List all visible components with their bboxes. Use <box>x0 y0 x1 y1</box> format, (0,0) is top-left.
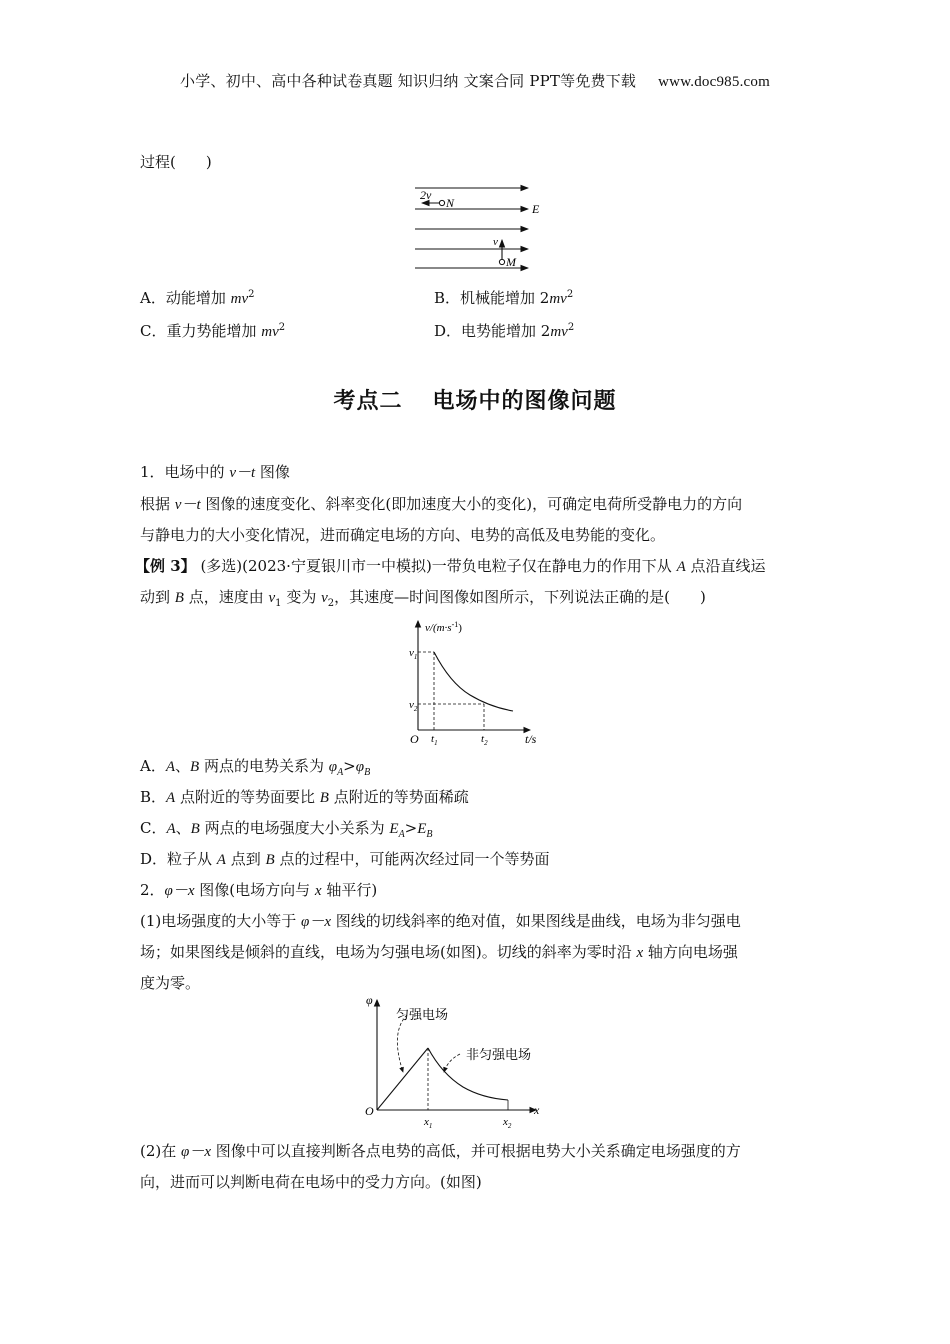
header-text: 小学、初中、高中各种试卷真题 知识归纳 文案合同 PPT等免费下载 <box>180 72 637 90</box>
phix-ylabel: φ <box>366 993 373 1007</box>
header-site[interactable]: www.doc985.com <box>658 74 770 90</box>
phix-label-nonuniform: 非匀强电场 <box>466 1047 532 1062</box>
item2-heading: 2．φ－x 图像(电场方向与 x 轴平行) <box>140 881 378 899</box>
page-header <box>0 70 950 91</box>
para3-line2: 向，进而可以判断电荷在电场中的受力方向。(如图) <box>140 1173 482 1191</box>
section-title: 考点二 电场中的图像问题 <box>333 389 617 414</box>
phix-graph <box>360 992 560 1132</box>
option-2a: A．A、B 两点的电势关系为 $\varphi_A>\varphi_B$ <box>140 757 371 778</box>
particle-N <box>439 200 444 205</box>
para3-line1: (2)在 φ－x 图像中可以直接判断各点电势的高低，并可根据电势大小关系确定电场强度的方 <box>140 1142 741 1160</box>
vt-ylabel: $v/(m\cdot s^{-1})$ <box>425 620 462 634</box>
label-E: E <box>532 202 540 216</box>
option-1c: C．重力势能增加 $mv^2$ <box>140 322 286 340</box>
label-2v: 2v <box>420 188 432 202</box>
field-figure <box>410 182 545 272</box>
vt-t2-label: $t_2$ <box>481 733 488 747</box>
option-1b: B．机械能增加 $2mv^2$ <box>434 289 574 307</box>
vt-v1-label: $v_1$ <box>409 647 418 661</box>
phix-pointer-nonuniform <box>444 1054 460 1072</box>
vt-xlabel: t/s <box>525 732 537 746</box>
option-2d: D．粒子从 A 点到 B 点的过程中，可能两次经过同一个等势面 <box>140 850 550 868</box>
particle-M <box>499 259 504 264</box>
para2-line2: 场；如果图线是倾斜的直线，电场为匀强电场(如图)。切线的斜率为零时沿 x 轴方向电场强 <box>140 943 738 961</box>
option-1a: A．动能增加 $mv^2$ <box>140 289 255 307</box>
phix-origin: O <box>365 1104 374 1118</box>
option-1d: D．电势能增加 $2mv^2$ <box>434 322 575 340</box>
phix-pointer-uniform <box>397 1015 407 1072</box>
para1-line1: 根据 v－t 图像的速度变化、斜率变化(即加速度大小的变化)，可确定电荷所受静电力的方向 <box>140 495 743 513</box>
option-2b: B．A 点附近的等势面要比 B 点附近的等势面稀疏 <box>140 788 469 806</box>
vt-origin: O <box>410 732 419 746</box>
vt-v2-label: $v_2$ <box>409 699 418 713</box>
para1-line2: 与静电力的大小变化情况，进而确定电场的方向、电势的高低及电势能的变化。 <box>140 526 666 544</box>
phix-label-uniform: 匀强电场 <box>396 1007 449 1022</box>
phix-xlabel: x <box>534 1103 540 1117</box>
label-v: v <box>493 236 498 248</box>
para2-line1: (1)电场强度的大小等于 φ－x 图线的切线斜率的绝对值，如果图线是曲线，电场为非匀强电 <box>140 912 741 930</box>
label-N: N <box>446 196 455 210</box>
example3-line1: 【例 3】 (多选)(2023·宁夏银川市一中模拟)一带负电粒子仅在静电力的作用下从 A 点沿直线运 <box>135 557 766 575</box>
item1-heading: 1．电场中的 v－t 图像 <box>140 463 290 481</box>
phix-x2-label: $x_2$ <box>503 1116 512 1130</box>
label-M: M <box>506 255 516 269</box>
vt-t1-label: $t_1$ <box>431 733 438 747</box>
para2-line3: 度为零。 <box>140 974 201 992</box>
vt-graph <box>385 615 555 750</box>
phix-uniform-segment <box>377 1048 428 1110</box>
phix-x1-label: $x_1$ <box>424 1116 433 1130</box>
example3-line2: 动到 B 点，速度由 $v_1$ 变为 $v_2$，其速度—时间图像如图所示，下列说法正确的是( ) <box>140 588 706 609</box>
question-tail: 过程( ) <box>140 153 212 171</box>
option-2c: C．A、B 两点的电场强度大小关系为 $E_A>E_B$ <box>140 819 433 840</box>
vt-curve <box>434 652 513 711</box>
